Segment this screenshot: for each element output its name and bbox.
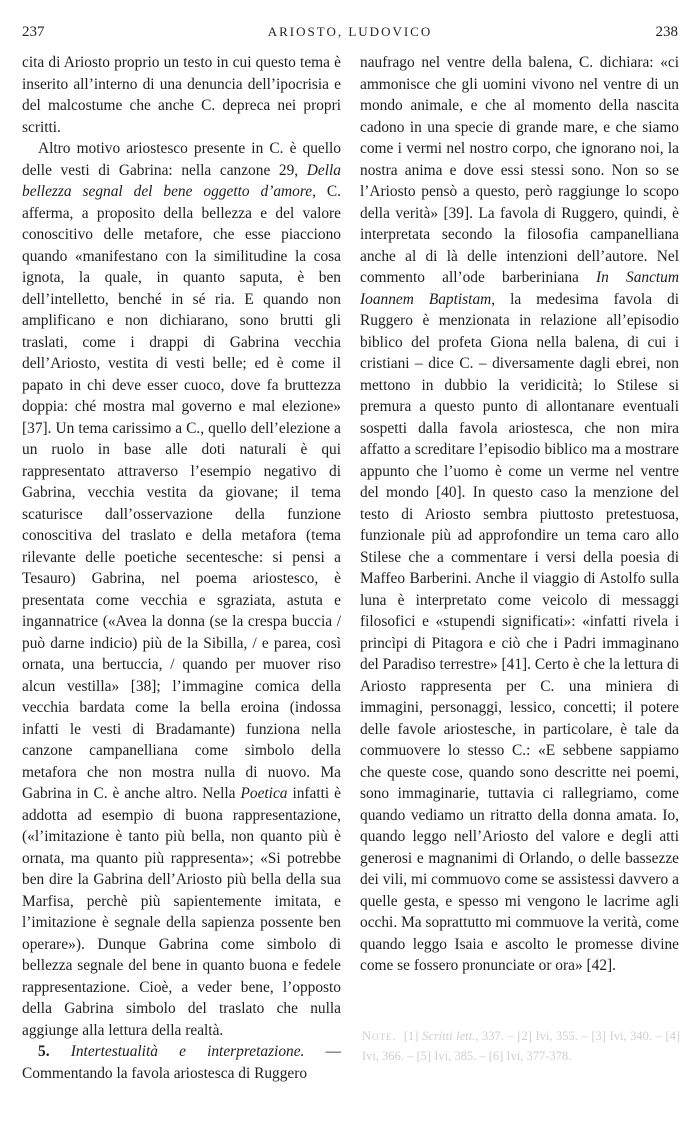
running-title: ARIOSTO, LUDOVICO <box>267 24 433 39</box>
section-5-start <box>22 1041 341 1084</box>
running-header <box>22 24 678 44</box>
work-title: Della bellezza segnal del bene oggetto d’amore <box>22 161 341 200</box>
page-number-left: 237 <box>22 24 45 40</box>
note-text: [1] <box>403 1029 423 1043</box>
work-title-poetica: Poetica <box>240 785 288 802</box>
section-number: 5. <box>38 1043 50 1060</box>
text-run: , la medesima favola di Ruggero è menzionata in relazione all’episodio biblico del profeta Giona nella balena, di cui i cristiani – dice C. – diversamente dagli ebrei, non mettono in dubbio la veridicità; lo Stilese si premura a questo punto di allontanare eventuali sospetti dalla favola ariostesca, che non mira affatto a screditare l’episodio biblico ma a mostrare appunto che l’uomo è come un verme nel ventre del mondo [40]. In questo caso la menzione del testo di Ariosto sembra piuttosto pretestuosa, funzionale più ad approfondire un tema caro allo Stilese che a commentare i versi della poesia di Maffeo Barberini. Anche il viaggio di Astolfo sulla luna è interpretato come veicolo di messaggi filosofici e «stupendi significati»: «infatti rivela i princìpi di Pitagora e ciò che i Padri immaginano del Paradiso terrestre» [41]. Certo è che la lettura di Ariosto rappresenta per C. una miniera di immagini, personaggi, lessico, concetti; il potere delle favole ariostesche, in particolare, è tale da commuovere lo stesso C.: «E sebbene sappiamo che queste cose, quando sono descritte nei poemi, sono immaginarie, tuttavia ci rallegriamo, come quando vediamo un ritratto della donna amata. Io, quando leggo nell’Ariosto del valore e degli atti generosi e magnanimi di Orlando, o delle bassezze dei vili, mi commuovo come se assistessi davvero a quelle gesta, e spesso mi vengono le lacrime agli occhi. Ma soprattutto mi commuove la verità, come quando leggo Isaia e ascolto le promesse divine come se fossero pronunciate or ora» [42]. <box>360 290 679 974</box>
notes-label: Note. <box>362 1029 397 1043</box>
paragraph-gabrina <box>22 138 341 1041</box>
left-column <box>22 52 341 1084</box>
paragraph-continuation: cita di Ariosto proprio un testo in cui questo tema è inserito all’interno di una denuncia dell’ipocrisia e del malcostume che anche C. depreca nei propri scritti. <box>22 54 341 136</box>
section-heading: Intertestualità e interpretazione. <box>70 1043 305 1060</box>
page-number-right: 238 <box>655 24 678 40</box>
footnotes <box>362 1026 680 1066</box>
note-title: Scritti lett. <box>422 1029 476 1043</box>
text-run: naufrago nel ventre della balena, C. dichiara: «ci ammonisce che gli uomini vivono nel ventre di un mondo animale, e che al momento della nascita cadono in una specie di grande mare, e che siamo come i vermi nel nostro corpo, che ignorano noi, la nostra anima e dove essi stessi sono. Non so se l’Ariosto pensò a questo, però raggiunge lo scopo della verità» [39]. La favola di Ruggero, quindi, è interpretata secondo la filosofia campanelliana anche al di là delle intenzioni dell’autore. Nel commento all’ode barberiniana <box>360 54 679 286</box>
text-run: — Commentando la favola ariostesca di Ruggero <box>22 1043 341 1082</box>
work-title-baptistam: In Sanctum Ioannem Baptistam <box>360 269 679 308</box>
note-text: , 337. – [2] Ivi, 355. – [3] Ivi, 340. – [4] Ivi, 366. – [5] Ivi, 385. – [6] Ivi, 377-378. <box>362 1029 681 1063</box>
text-run: Altro motivo ariostesco presente in C. è quello delle vesti di Gabrina: nella canzone 29, <box>22 140 341 179</box>
text-run: infatti è addotta ad esempio di buona rappresentazione, («l’imitazione è tanto più bella, non quanto più è ornata, ma quanto più rappresenta»; «Si potrebbe ben dire la Gabrina dell’Ariosto più bella della sua Marfisa, perchè più sapientemente imitata, e l’imitazione è segnale della sapienza possente ben operare»). Dunque Gabrina come simbolo di bellezza segnale del bene in quanto buona e fedele rappresentazione. Cioè, a veder bene, l’opposto della Gabrina simbolo del traslato che nulla aggiunge alla lettura della realtà. <box>22 785 341 1039</box>
right-column <box>360 52 679 977</box>
text-run: , C. afferma, a proposito della bellezza e del valore conoscitivo delle metafore, che esse piacciono quando «manifestano con la similitudine la cosa ignota, la quale, in quanto saputa, è ben dell’intelletto, benché in sé ria. E quando non amplificano e non dichiarano, sono brutti gli traslati, come i drappi di Gabrina vecchia dell’Ariosto, vestita di vesti belle; ed è come il papato in chi deve esser cuoco, dove fa bruttezza doppia: ché mostra mal governo e mal elezione» [37]. Un tema carissimo a C., quello dell’elezione a un ruolo in base alle doti naturali è qui rappresentato attraverso l’esempio negativo di Gabrina, vecchia vestita da giovane; il tema scaturisce dall’osservazione della funzione conoscitiva del traslato e della metafora (tema rilevante delle poetiche secentesche: si pensi a Tesauro) Gabrina, nel poema ariostesco, è presentata come vecchia e sgraziata, astuta e ingannatrice («Avea la donna (se la crespa buccia / può darne indicio) più de la Sibilla, / e parea, così ornata, una bertuccia, / quando per muover riso alcun vestilla» [38]; l’immagine comica della vecchia bardata come la bella eroina (indossa infatti le vesti di Bradamante) funziona nella canzone campanelliana come simbolo della metafora che non mostra nulla di nuovo. Ma Gabrina in C. è anche altro. Nella <box>22 183 341 802</box>
paragraph-ruggero <box>360 52 679 977</box>
